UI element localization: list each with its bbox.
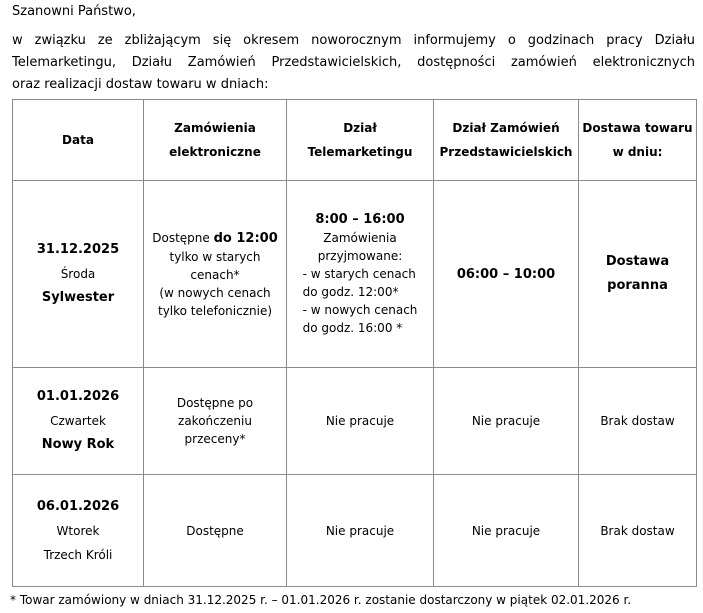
table-header-row: [13, 100, 697, 181]
date-cell: [13, 475, 144, 587]
telemarketing-cell: Nie pracuje: [287, 368, 434, 475]
date: 31.12.2025: [36, 242, 120, 257]
greeting: Szanowni Państwo,: [12, 4, 136, 19]
intro-line: Telemarketingu, Działu Zamówień Przedstawicielskich, dostępności zamówień elektronicznych: [12, 55, 695, 70]
delivery-cell: Brak dostaw: [579, 368, 697, 475]
reps-cell: Nie pracuje: [434, 475, 579, 587]
table-row: [13, 368, 697, 475]
schedule-table: [12, 99, 697, 587]
weekday: Czwartek: [50, 414, 106, 428]
weekday: Wtorek: [56, 523, 100, 538]
reps-cell: Nie pracuje: [434, 368, 579, 475]
intro-line: w związku ze zbliżającym się okresem noworocznym informujemy o godzinach pracy Działu: [12, 33, 695, 48]
telemarketing-cell: Nie pracuje: [287, 475, 434, 587]
date: 01.01.2026: [36, 389, 120, 404]
header-date: Data: [13, 100, 144, 181]
intro-paragraph: [12, 30, 695, 96]
holiday: Trzech Króli: [43, 547, 113, 562]
header-electronic: Zamówienia elektroniczne: [144, 100, 287, 181]
telemarketing-hours: 8:00 – 16:00: [315, 212, 405, 227]
delivery-cell: Dostawa poranna: [579, 181, 697, 368]
holiday: Nowy Rok: [41, 437, 115, 452]
header-delivery: Dostawa towaru w dniu:: [579, 100, 697, 181]
date: 06.01.2026: [36, 498, 120, 514]
weekday: Środa: [60, 267, 96, 281]
intro-line: oraz realizacji dostaw towaru w dniach:: [12, 77, 269, 92]
table-row: [13, 475, 697, 587]
date-cell: [13, 368, 144, 475]
telemarketing-cell: 8:00 – 16:00 Zamówienia przyjmowane: - w starych cenach do godz. 12:00* - w nowych cenach do godz. 16:00 *: [287, 181, 434, 368]
reps-cell: 06:00 – 10:00: [434, 181, 579, 368]
electronic-cell: Dostępne do 12:00 tylko w starych cenach* (w nowych cenach tylko telefonicznie): [144, 181, 287, 368]
delivery-cell: Brak dostaw: [579, 475, 697, 587]
header-telemarketing: Dział Telemarketingu: [287, 100, 434, 181]
footnote: * Towar zamówiony w dniach 31.12.2025 r. – 01.01.2026 r. zostanie dostarczony w piątek 02.01.2026 r.: [10, 593, 632, 607]
electronic-cell: Dostępne po zakończeniu przeceny*: [144, 368, 287, 475]
date-cell: [13, 181, 144, 368]
electronic-cell: Dostępne: [144, 475, 287, 587]
table-row: [13, 181, 697, 368]
header-reps: Dział Zamówień Przedstawicielskich: [434, 100, 579, 181]
holiday: Sylwester: [41, 290, 115, 305]
